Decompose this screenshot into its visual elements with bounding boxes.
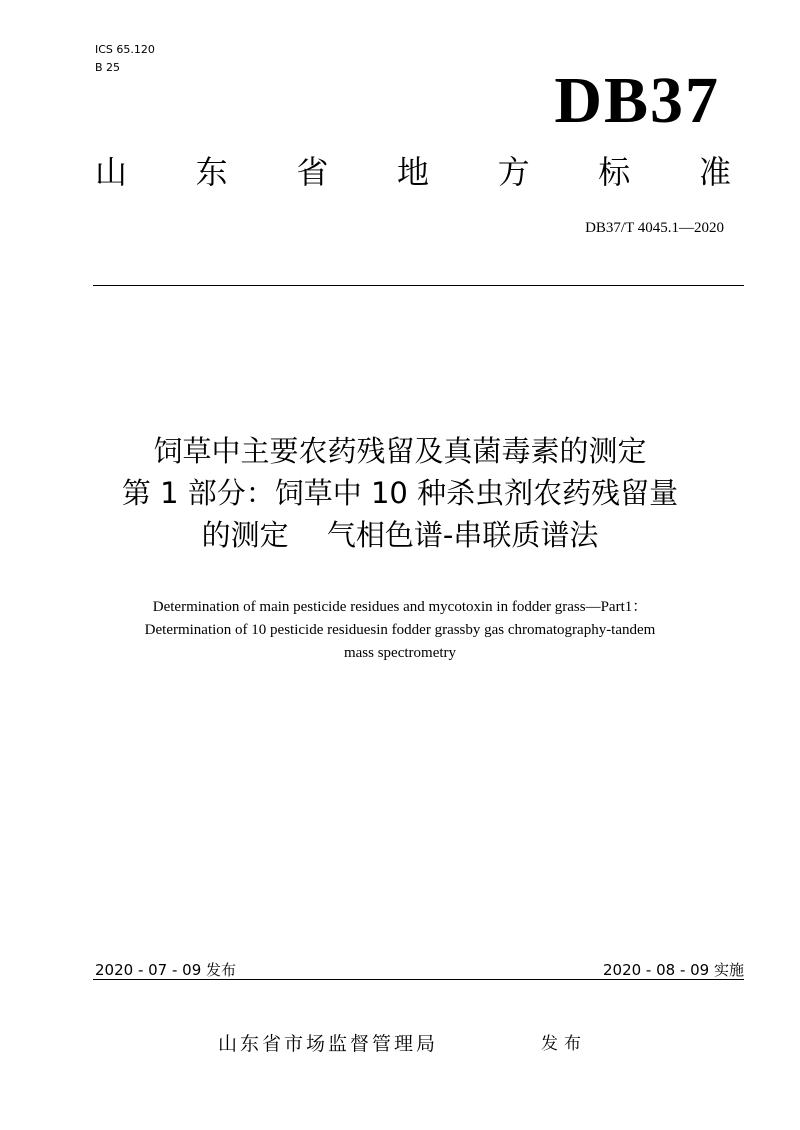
ccs-code: B 25 bbox=[95, 61, 121, 74]
standard-type-char: 省 bbox=[296, 153, 329, 191]
english-title-line: mass spectrometry bbox=[343, 645, 457, 661]
implementation-date: 2020 - 08 - 09 实施 bbox=[602, 961, 744, 979]
footer-divider bbox=[93, 979, 744, 980]
standard-type-char: 准 bbox=[698, 153, 731, 191]
chinese-title-line: 的测定 气相色谱-串联质谱法 bbox=[201, 518, 599, 552]
publish-label: 发布 bbox=[541, 1034, 587, 1054]
standard-type-char: 山 bbox=[95, 153, 128, 191]
standard-type-char: 东 bbox=[195, 153, 228, 191]
english-title-line: Determination of 10 pesticide residuesin fodder grassby gas chromatography-tandem bbox=[144, 622, 656, 638]
standard-logo: DB37 bbox=[554, 64, 720, 137]
standard-type-char: 方 bbox=[497, 153, 530, 191]
standard-type-title bbox=[95, 152, 731, 192]
english-title-line: Determination of main pesticide residues and mycotoxin in fodder grass—Part1： bbox=[152, 599, 648, 615]
publisher-name: 山东省市场监督管理局 bbox=[218, 1033, 439, 1055]
chinese-title-line: 饲草中主要农药残留及真菌毒素的测定 bbox=[153, 434, 647, 468]
chinese-title-line: 第 1 部分：饲草中 10 种杀虫剂农药残留量 bbox=[121, 476, 679, 510]
standard-number: DB37/T 4045.1—2020 bbox=[585, 220, 724, 236]
header-divider bbox=[93, 285, 744, 286]
standard-type-char: 地 bbox=[396, 153, 429, 191]
issue-date: 2020 - 07 - 09 发布 bbox=[95, 961, 237, 979]
standard-type-char: 标 bbox=[598, 153, 631, 191]
ics-code: ICS 65.120 bbox=[95, 43, 155, 56]
chinese-title bbox=[40, 430, 760, 556]
english-title bbox=[40, 596, 760, 665]
